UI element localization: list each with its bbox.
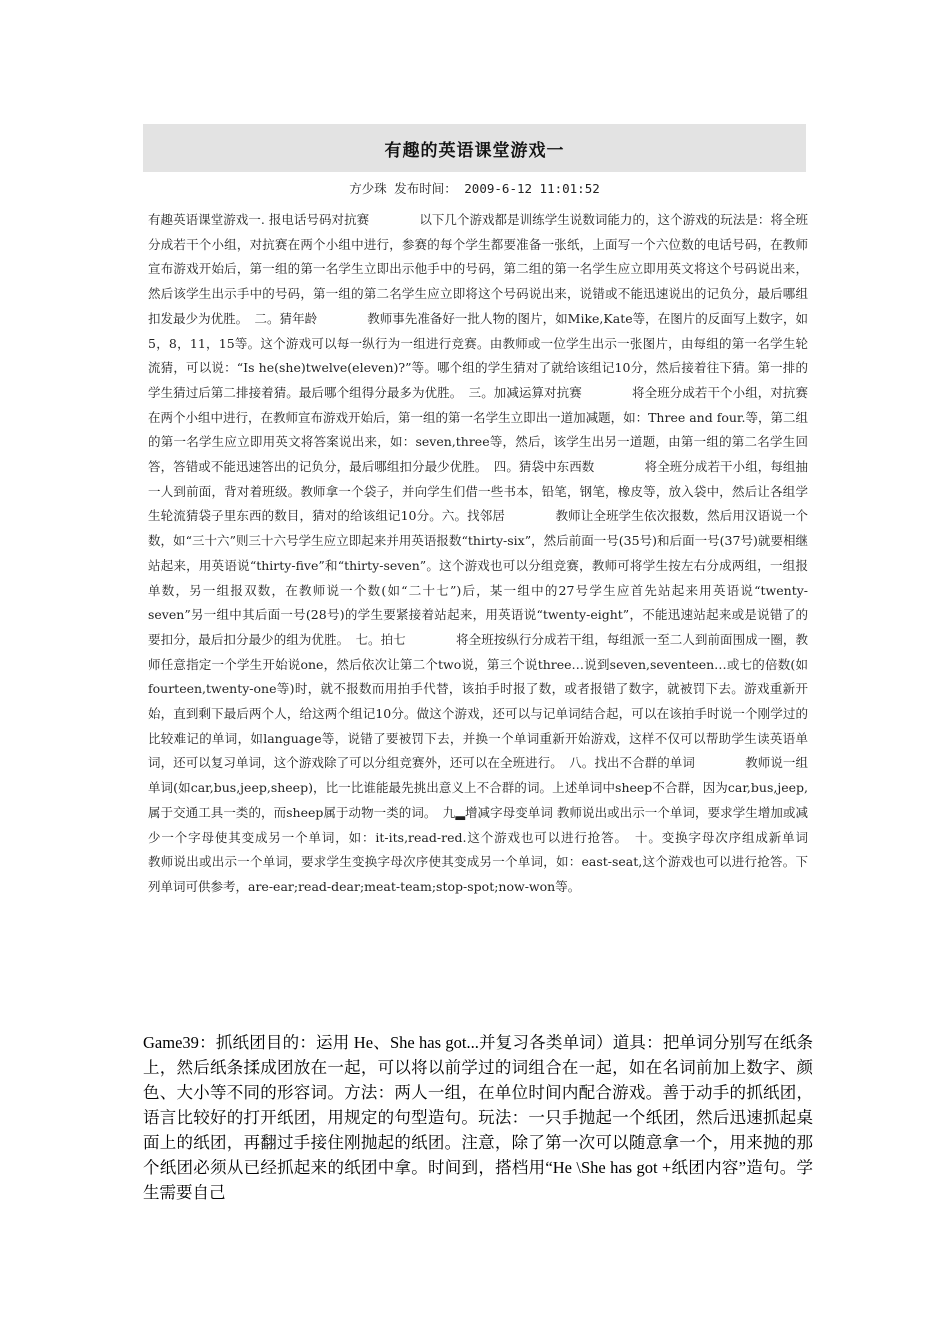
title-bar [143, 124, 806, 172]
article-meta: 方少珠 发布时间： 2009-6-12 11:01:52 [349, 181, 600, 196]
article-body: 有趣英语课堂游戏一. 报电话号码对抗赛 以下几个游戏都是训练学生说数词能力的，这个游戏的玩法是：将全班分成若干个小组，对抗赛在两个小组中进行，参赛的每个学生都要准备一张纸，上面写一个六位数的电话号码，在教师宣布游戏开始后，第一组的第一名学生立即出示他手中的号码，第二组的第一名学生应立即用英文将这个号码说出来，然后该学生出示手中的号码，第一组的第二名学生应立即将这个号码说出来，说错或不能迅速说出的记负分，最后哪组扣发最少为优胜。 二。猜年龄 教师事先准备好一批人物的图片，如Mike,Kate等，在图片的反面写上数字，如5，8，11，15等。这个游戏可以每一纵行为一组进行竞赛。由教师或一位学生出示一张图片，由每组的第一名学生轮流猜，可以说：“Is he(she)twelve(eleven)?”等。哪个组的学生猜对了就给该组记10分，然后接着往下猜。第一排的学生猜过后第二排接着猜。最后哪个组得分最多为优胜。 三。加减运算对抗赛 将全班分成若干个小组，对抗赛在两个小组中进行，在教师宣布游戏开始后，第一组的第一名学生立即出一道加减题，如：Three and four.等，第二组的第一名学生应立即用英文将答案说出来，如：seven,three等，然后，该学生出另一道题，由第一组的第二名学生回答，答错或不能迅速答出的记负分，最后哪组扣分最少优胜。 四。猜袋中东西数 将全班分成若干小组，每组抽一人到前面，背对着班级。教师拿一个袋子，并向学生们借一些书本，铅笔，钢笔，橡皮等，放入袋中，然后让各组学生轮流猜袋子里东西的数目，猜对的给该组记10分。六。找邻居 教师让全班学生依次报数，然后用汉语说一个数，如“三十六”则三十六号学生应立即起来并用英语报数“thirty-six”，然后前面一号(35号)和后面一号(37号)就要相继站起来，用英语说“thirty-five”和“thirty-seven”。这个游戏也可以分组竞赛，教师可将学生按左右分成两组，一组报单数，另一组报双数，在教师说一个数(如“二十七”)后，某一组中的27号学生应首先站起来用英语说“twenty-seven”另一组中其后面一号(28号)的学生要紧接着站起来，用英语说“twenty-eight”，不能迅速站起来或是说错了的要扣分，最后扣分最少的组为优胜。 七。拍七 将全班按纵行分成若干组，每组派一至二人到前面围成一圈，教师任意指定一个学生开始说one，然后依次让第二个two说，第三个说three…说到seven,seventeen…或七的倍数(如fourteen,twenty-one等)时，就不报数而用拍手代替，该拍手时报了数，或者报错了数字，就被罚下去。游戏重新开始，直到剩下最后两个人，给这两个组记10分。做这个游戏，还可以与记单词结合起，可以在该拍手时说一个刚学过的比较难记的单词，如language等，说错了要被罚下去，并换一个单词重新开始游戏，这样不仅可以帮助学生读英语单词，还可以复习单词，这个游戏除了可以分组竞赛外，还可以在全班进行。 八。找出不合群的单词 教师说一组单词(如car,bus,jeep,sheep)，比一比谁能最先挑出意义上不合群的词。上述单词中sheep不合群，因为car,bus,jeep,属于交通工具一类的，而sheep属于动物一类的词。 九▂增减字母变单词 教师说出或出示一个单词，要求学生增加或减少一个字母使其变成另一个单词，如：it-its,read-red.这个游戏也可以进行抢答。 十。变换字母次序组成新单词 教师说出或出示一个单词，要求学生变换字母次序使其变成另一个单词，如：east-seat,这个游戏也可以进行抢答。下列单词可供参考，are-ear;read-dear;meat-team;stop-spot;now-won等。 [148, 212, 859, 894]
game39-paragraph: Game39：抓纸团目的：运用 He、She has got...并复习各类单词）道具：把单词分别写在纸条上，然后纸条揉成团放在一起，可以将以前学过的词组合在一起，如在名词前加上数字、颜色、大小等不同的形容词。方法：两人一组，在单位时间内配合游戏。善于动手的抓纸团，语言比较好的打开纸团，用规定的句型造句。玩法：一只手抛起一个纸团，然后迅速抓起桌面上的纸团，再翻过手接住刚抛起的纸团。注意，除了第一次可以随意拿一个，用来抛的那个纸团必须从已经抓起来的纸团中拿。时间到，搭档用“He \She has got +纸团内容”造句。学生需要自己 [143, 1033, 813, 1202]
article-title: 有趣的英语课堂游戏一 [384, 140, 565, 161]
